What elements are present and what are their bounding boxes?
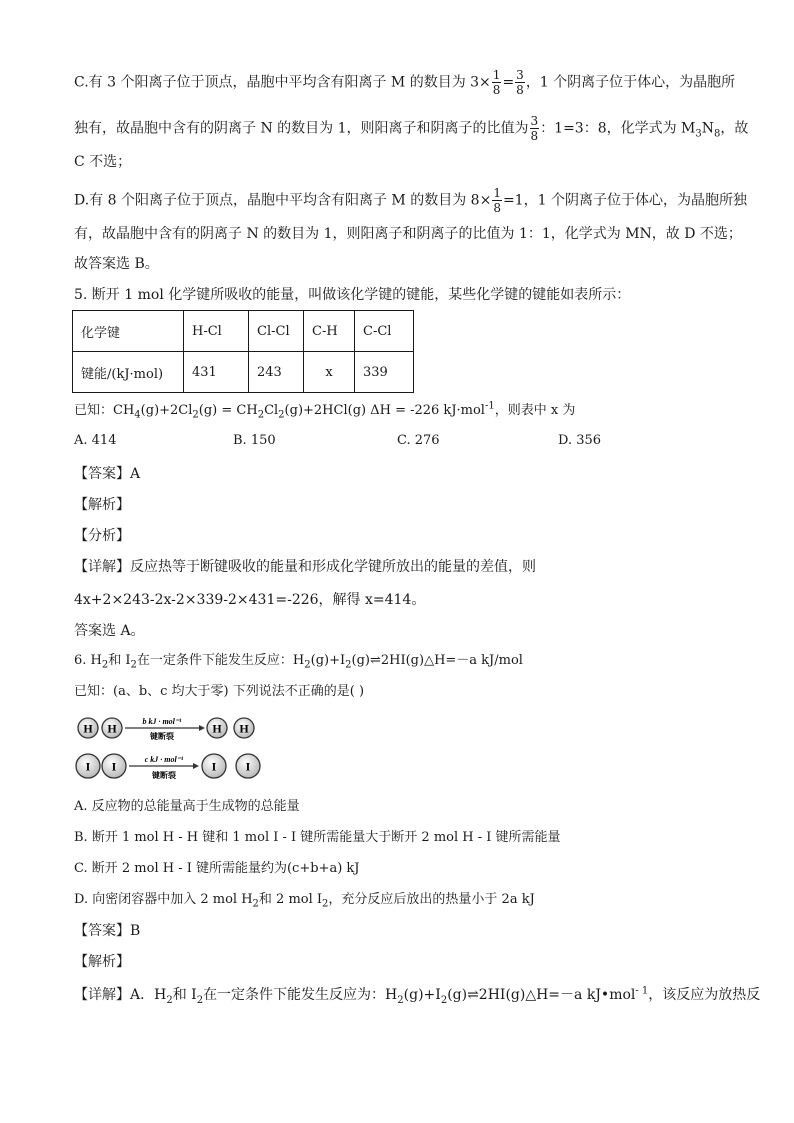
i-atom-label: I	[211, 759, 217, 774]
option-6-a: A. 反应物的总能量高于生成物的总能量	[74, 799, 300, 814]
text: ，则表中 x 为	[494, 403, 576, 418]
i-atom-label: I	[111, 759, 117, 774]
text: C.有 3 个阳离子位于顶点，晶胞中平均含有阳离子 M 的数目为 3×	[74, 74, 491, 91]
text: 在一定条件下能发生反应为：H	[203, 987, 398, 1003]
text: 和 I	[108, 653, 131, 668]
text: ，充分反应后放出的热量小于 2a kJ	[328, 892, 535, 907]
text: ：1=3：8，化学式为 M	[540, 120, 696, 137]
text: 已知：CH	[74, 403, 135, 418]
answer-5: 【答案】A	[74, 466, 141, 482]
table-cell: 化学键	[73, 311, 184, 352]
d-line-3: 故答案选 B。	[74, 256, 159, 272]
option-5-d: D. 356	[558, 433, 602, 448]
text: ，1 个阴离子位于体心，为晶胞所	[525, 74, 736, 91]
analysis-5: 【解析】	[74, 497, 130, 513]
i-break-text: 键断裂	[152, 771, 176, 780]
option-6-c: C. 断开 2 mol H - I 键所需能量约为(c+b+a) kJ	[74, 861, 360, 876]
denominator: 8	[530, 129, 539, 143]
text: ，故	[720, 120, 749, 137]
text: (g)⇌2HI(g)△H=－a kJ•mol	[447, 987, 636, 1003]
subscript: 2	[257, 409, 265, 421]
numerator: 1	[493, 186, 501, 200]
numerator: 1	[492, 68, 501, 82]
option-5-a: A. 414	[74, 433, 117, 448]
text: 和 I	[172, 987, 197, 1003]
subscript: 2	[440, 994, 448, 1006]
c-line-3: C 不选；	[74, 154, 132, 170]
subscript: 2	[252, 898, 259, 910]
option-6-d	[74, 890, 535, 910]
fraction	[515, 68, 525, 97]
option-5-c: C. 276	[397, 433, 440, 448]
i-atom-label: I	[245, 759, 251, 774]
subscript: 2	[166, 994, 173, 1006]
fenxi-5: 【分析】	[74, 528, 130, 544]
subscript: 2	[192, 409, 199, 421]
h-break-text: 键断裂	[150, 732, 174, 741]
table-cell: 键能/(kJ·mol)	[73, 352, 184, 393]
text: N	[701, 120, 715, 137]
known-5	[74, 401, 575, 421]
detail-5-c: 答案选 A。	[74, 623, 145, 639]
d-line-1	[74, 186, 747, 215]
denominator: 8	[516, 83, 524, 97]
text: (g)+I	[403, 987, 441, 1003]
arrowhead-icon	[199, 725, 205, 731]
table-cell: 431	[184, 352, 249, 393]
numerator: 3	[516, 68, 524, 82]
answer-6: 【答案】B	[74, 923, 141, 939]
h-atom-label: H	[107, 721, 117, 736]
option-5-b: B. 150	[233, 433, 276, 448]
subscript: 4	[134, 409, 141, 421]
c-line-1	[74, 68, 735, 97]
question-6-known: 已知：(a、b、c 均大于零) 下列说法不正确的是( )	[74, 684, 365, 699]
fraction	[492, 186, 502, 215]
arrowhead-icon	[193, 763, 199, 769]
i-atom-label: I	[85, 759, 91, 774]
text: ，该反应为放热反	[648, 987, 761, 1003]
subscript: 2	[101, 659, 109, 671]
text: D.有 8 个阳离子位于顶点，晶胞中平均含有阳离子 M 的数目为 8×	[74, 192, 492, 209]
text: 6. H	[74, 653, 102, 668]
text: =	[502, 74, 515, 91]
text: 在一定条件下能发生反应：H	[136, 653, 305, 668]
subscript: 2	[278, 409, 285, 421]
table-row	[73, 352, 414, 393]
subscript: 2	[130, 659, 137, 671]
table-cell: C-Cl	[355, 311, 414, 352]
table-cell: x	[304, 352, 355, 393]
h-atom-label: H	[212, 721, 222, 736]
detail-5-b: 4x+2×243-2x-2×339-2×431=-226，解得 x=414。	[74, 592, 426, 608]
fraction	[530, 114, 540, 143]
subscript: 2	[304, 659, 311, 671]
h-energy-label: b kJ · mol⁻¹	[142, 717, 182, 726]
denominator: 8	[492, 83, 501, 97]
d-line-2: 有，故晶胞中含有的阴离子 N 的数目为 1，则阳离子和阴离子的比值为 1：1，化学式为 MN，故 D 不选；	[74, 226, 742, 242]
i-reactant	[76, 754, 126, 778]
text: 独有，故晶胞中含有的阴离子 N 的数目为 1，则阳离子和阴离子的比值为	[74, 120, 529, 137]
table-cell: 243	[249, 352, 304, 393]
bond-breaking-diagram	[74, 714, 264, 784]
bond-energy-table	[72, 310, 414, 393]
subscript: 2	[196, 994, 204, 1006]
h-reactant	[78, 718, 122, 738]
option-6-b: B. 断开 1 mol H - H 键和 1 mol I - I 键所需能量大于断开 2 mol H - I 键所需能量	[74, 830, 561, 845]
text: =1，1 个阴离子位于体心，为晶胞所独	[502, 192, 747, 209]
text: (g) = CH	[198, 403, 258, 418]
h-products	[207, 718, 254, 738]
h-atom-label: H	[239, 721, 249, 736]
c-line-2	[74, 114, 748, 143]
text: D. 向密闭容器中加入 2 mol H	[74, 892, 253, 907]
fraction	[492, 68, 502, 97]
text: Cl	[264, 403, 279, 418]
h-atom-label: H	[83, 721, 93, 736]
table-cell: 339	[355, 352, 414, 393]
text: (g)+I	[310, 653, 346, 668]
subscript: 3	[695, 128, 702, 140]
detail-5-a: 【详解】反应热等于断键吸收的能量和形成化学键所放出的能量的差值，则	[74, 559, 536, 575]
text: 【详解】A．H	[74, 987, 167, 1003]
table-cell: C-H	[304, 311, 355, 352]
table-cell: Cl-Cl	[249, 311, 304, 352]
question-6	[74, 651, 523, 671]
text: (g)+2Cl	[140, 403, 193, 418]
superscript: - 1	[635, 985, 649, 997]
text: (g)⇌2HI(g)△H=－a kJ/mol	[351, 653, 523, 668]
i-energy-label: c kJ · mol⁻¹	[144, 755, 184, 764]
subscript: 2	[322, 898, 329, 910]
text: 和 2 mol I	[258, 892, 323, 907]
analysis-6: 【解析】	[74, 954, 130, 970]
question-5: 5. 断开 1 mol 化学键所吸收的能量，叫做该化学键的键能，某些化学键的键能如表所示：	[74, 287, 631, 303]
subscript: 8	[714, 128, 721, 140]
subscript: 2	[397, 994, 404, 1006]
numerator: 3	[530, 114, 539, 128]
i-products	[202, 754, 260, 778]
text: (g)+2HCl(g) ΔH = -226 kJ·mol	[284, 403, 485, 418]
subscript: 2	[345, 659, 352, 671]
table-row	[73, 311, 414, 352]
table-cell: H-Cl	[184, 311, 249, 352]
denominator: 8	[493, 201, 501, 215]
superscript: -1	[484, 400, 495, 412]
detail-6-a	[74, 985, 760, 1005]
